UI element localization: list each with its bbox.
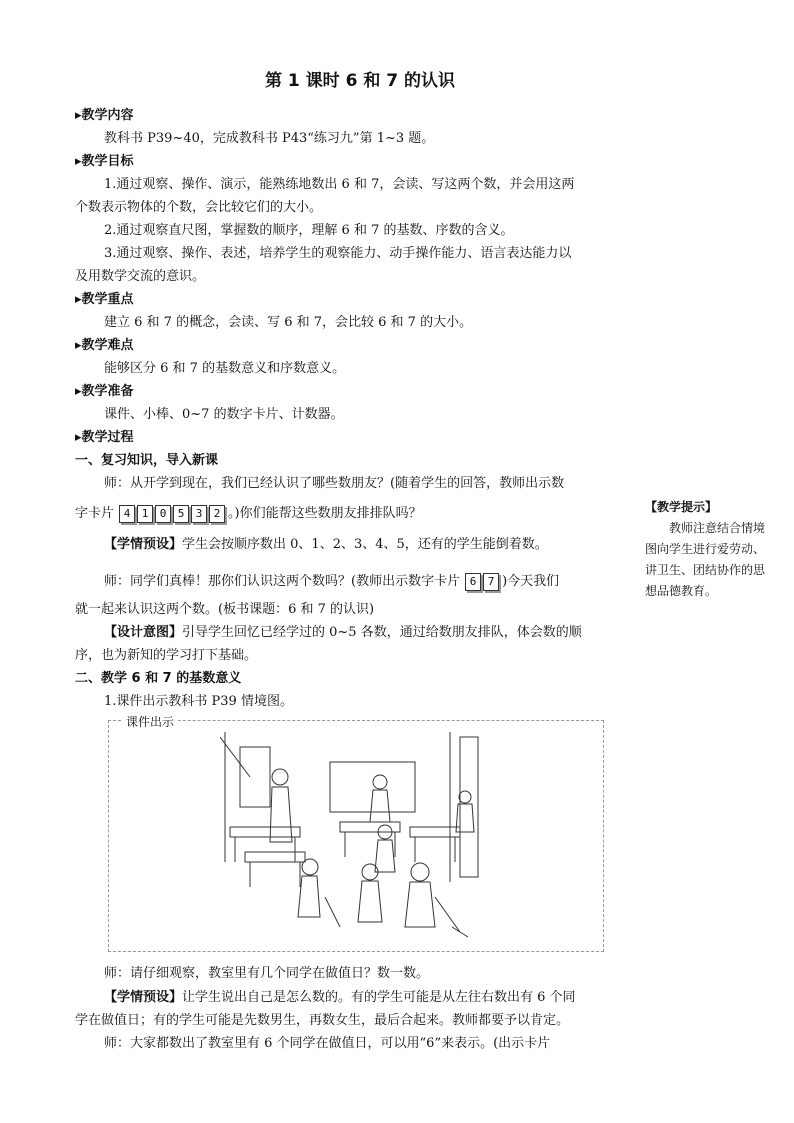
teacher-body	[270, 787, 292, 842]
part1-line7: 序，也为新知的学习打下基础。	[75, 648, 258, 663]
content-text: 教科书 P39~40，完成教科书 P43“练习九”第 1~3 题。	[104, 131, 435, 146]
student-body	[370, 790, 390, 822]
goal-3a: 3.通过观察、操作、表述，培养学生的观察能力、动手操作能力、语言表达能力以	[104, 246, 572, 261]
heading-goals: ▸教学目标	[75, 154, 134, 169]
tag-preset: 【学情预设】	[104, 537, 183, 552]
prep-text: 课件、小棒、0~7 的数字卡片、计数器。	[104, 407, 344, 422]
student-body	[298, 876, 320, 917]
page-title: 第 1 课时 6 和 7 的认识	[265, 71, 455, 91]
number-cards-1	[117, 505, 225, 523]
part2-line3: 【学情预设】让学生说出自己是怎么数的。有的学生可能是从左往右数出有 6 个同	[104, 990, 576, 1005]
number-card: 2	[209, 505, 225, 523]
desk	[245, 852, 305, 862]
window	[240, 747, 270, 807]
heading-difficulty: ▸教学难点	[75, 338, 134, 353]
student-head	[302, 859, 318, 875]
number-card: 6	[465, 573, 481, 591]
difficulty-text: 能够区分 6 和 7 的基数意义和序数意义。	[104, 361, 346, 376]
part1-heading: 一、复习知识，导入新课	[75, 453, 219, 468]
classroom-illustration	[220, 732, 480, 940]
desk	[340, 822, 400, 832]
heading-key: ▸教学重点	[75, 292, 134, 307]
part1-line4: 师：同学们真棒！那你们认识这两个数吗？(教师出示数字卡片 6 7 )今天我们	[104, 574, 560, 589]
broom-head	[452, 927, 468, 937]
number-card: 0	[155, 505, 171, 523]
part1-line2b: 。)你们能帮这些数朋友排排队吗？	[228, 506, 422, 521]
student-body	[405, 882, 435, 927]
number-cards-2	[463, 573, 499, 591]
frame-label: 课件出示	[122, 713, 178, 730]
teacher-head	[272, 769, 288, 785]
student-body	[456, 804, 474, 832]
tag-preset-2: 【学情预设】	[104, 990, 183, 1005]
number-card: 3	[191, 505, 207, 523]
teaching-tip-title: 【教学提示】	[645, 500, 718, 514]
broom	[435, 897, 460, 932]
desk	[410, 827, 460, 837]
key-text: 建立 6 和 7 的概念，会读、写 6 和 7，会比较 6 和 7 的大小。	[104, 315, 473, 330]
student-head	[411, 863, 429, 881]
heading-content: ▸教学内容	[75, 108, 134, 123]
number-card: 1	[137, 505, 153, 523]
part1-line3: 【学情预设】学生会按顺序数出 0、1、2、3、4、5，还有的学生能倒着数。	[104, 537, 548, 552]
goal-3b: 及用数学交流的意识。	[75, 269, 206, 284]
part1-line5: 就一起来认识这两个数。(板书课题：6 和 7 的认识)	[75, 602, 375, 617]
blackboard	[330, 762, 415, 812]
teaching-tip-text: 教师注意结合情境图向学生进行爱劳动、讲卫生、团结协作的思想品德教育。	[645, 521, 766, 598]
student-head	[459, 791, 471, 803]
number-card: 4	[119, 505, 135, 523]
part1-line2	[75, 502, 422, 523]
door-panel	[460, 737, 478, 877]
part2-line5: 师：大家都数出了教室里有 6 个同学在做值日，可以用“6”来表示。(出示卡片	[104, 1036, 551, 1051]
part2-line4: 学在做值日；有的学生可能是先数男生，再数女生，最后合起来。教师都要予以肯定。	[75, 1013, 570, 1028]
heading-prep: ▸教学准备	[75, 384, 134, 399]
number-card: 5	[173, 505, 189, 523]
goal-2: 2.通过观察直尺图，掌握数的顺序，理解 6 和 7 的基数、序数的含义。	[104, 223, 514, 238]
part1-line1: 师：从开学到现在，我们已经认识了哪些数朋友？(随着学生的回答，教师出示数	[104, 476, 565, 491]
part2-heading: 二、教学 6 和 7 的基数意义	[75, 671, 242, 686]
part2-line1: 1.课件出示教科书 P39 情境图。	[104, 694, 293, 709]
tag-design: 【设计意图】	[104, 625, 183, 640]
goal-1b: 个数表示物体的个数，会比较它们的大小。	[75, 200, 323, 215]
part1-line2a: 字卡片	[75, 506, 115, 521]
teaching-tip	[645, 497, 765, 602]
part1-line6: 【设计意图】引导学生回忆已经学过的 0~5 各数，通过给数朋友排队，体会数的顺	[104, 625, 582, 640]
student-head	[373, 775, 387, 789]
part2-line2: 师：请仔细观察，教室里有几个同学在做值日？数一数。	[104, 966, 430, 981]
student-body	[358, 881, 382, 922]
broom	[325, 897, 340, 927]
number-card: 7	[483, 573, 499, 591]
goal-1a: 1.通过观察、操作、演示，能熟练地数出 6 和 7，会读、写这两个数，并会用这两	[104, 177, 575, 192]
student-body	[375, 840, 395, 872]
heading-process: ▸教学过程	[75, 430, 134, 445]
desk	[230, 827, 300, 837]
